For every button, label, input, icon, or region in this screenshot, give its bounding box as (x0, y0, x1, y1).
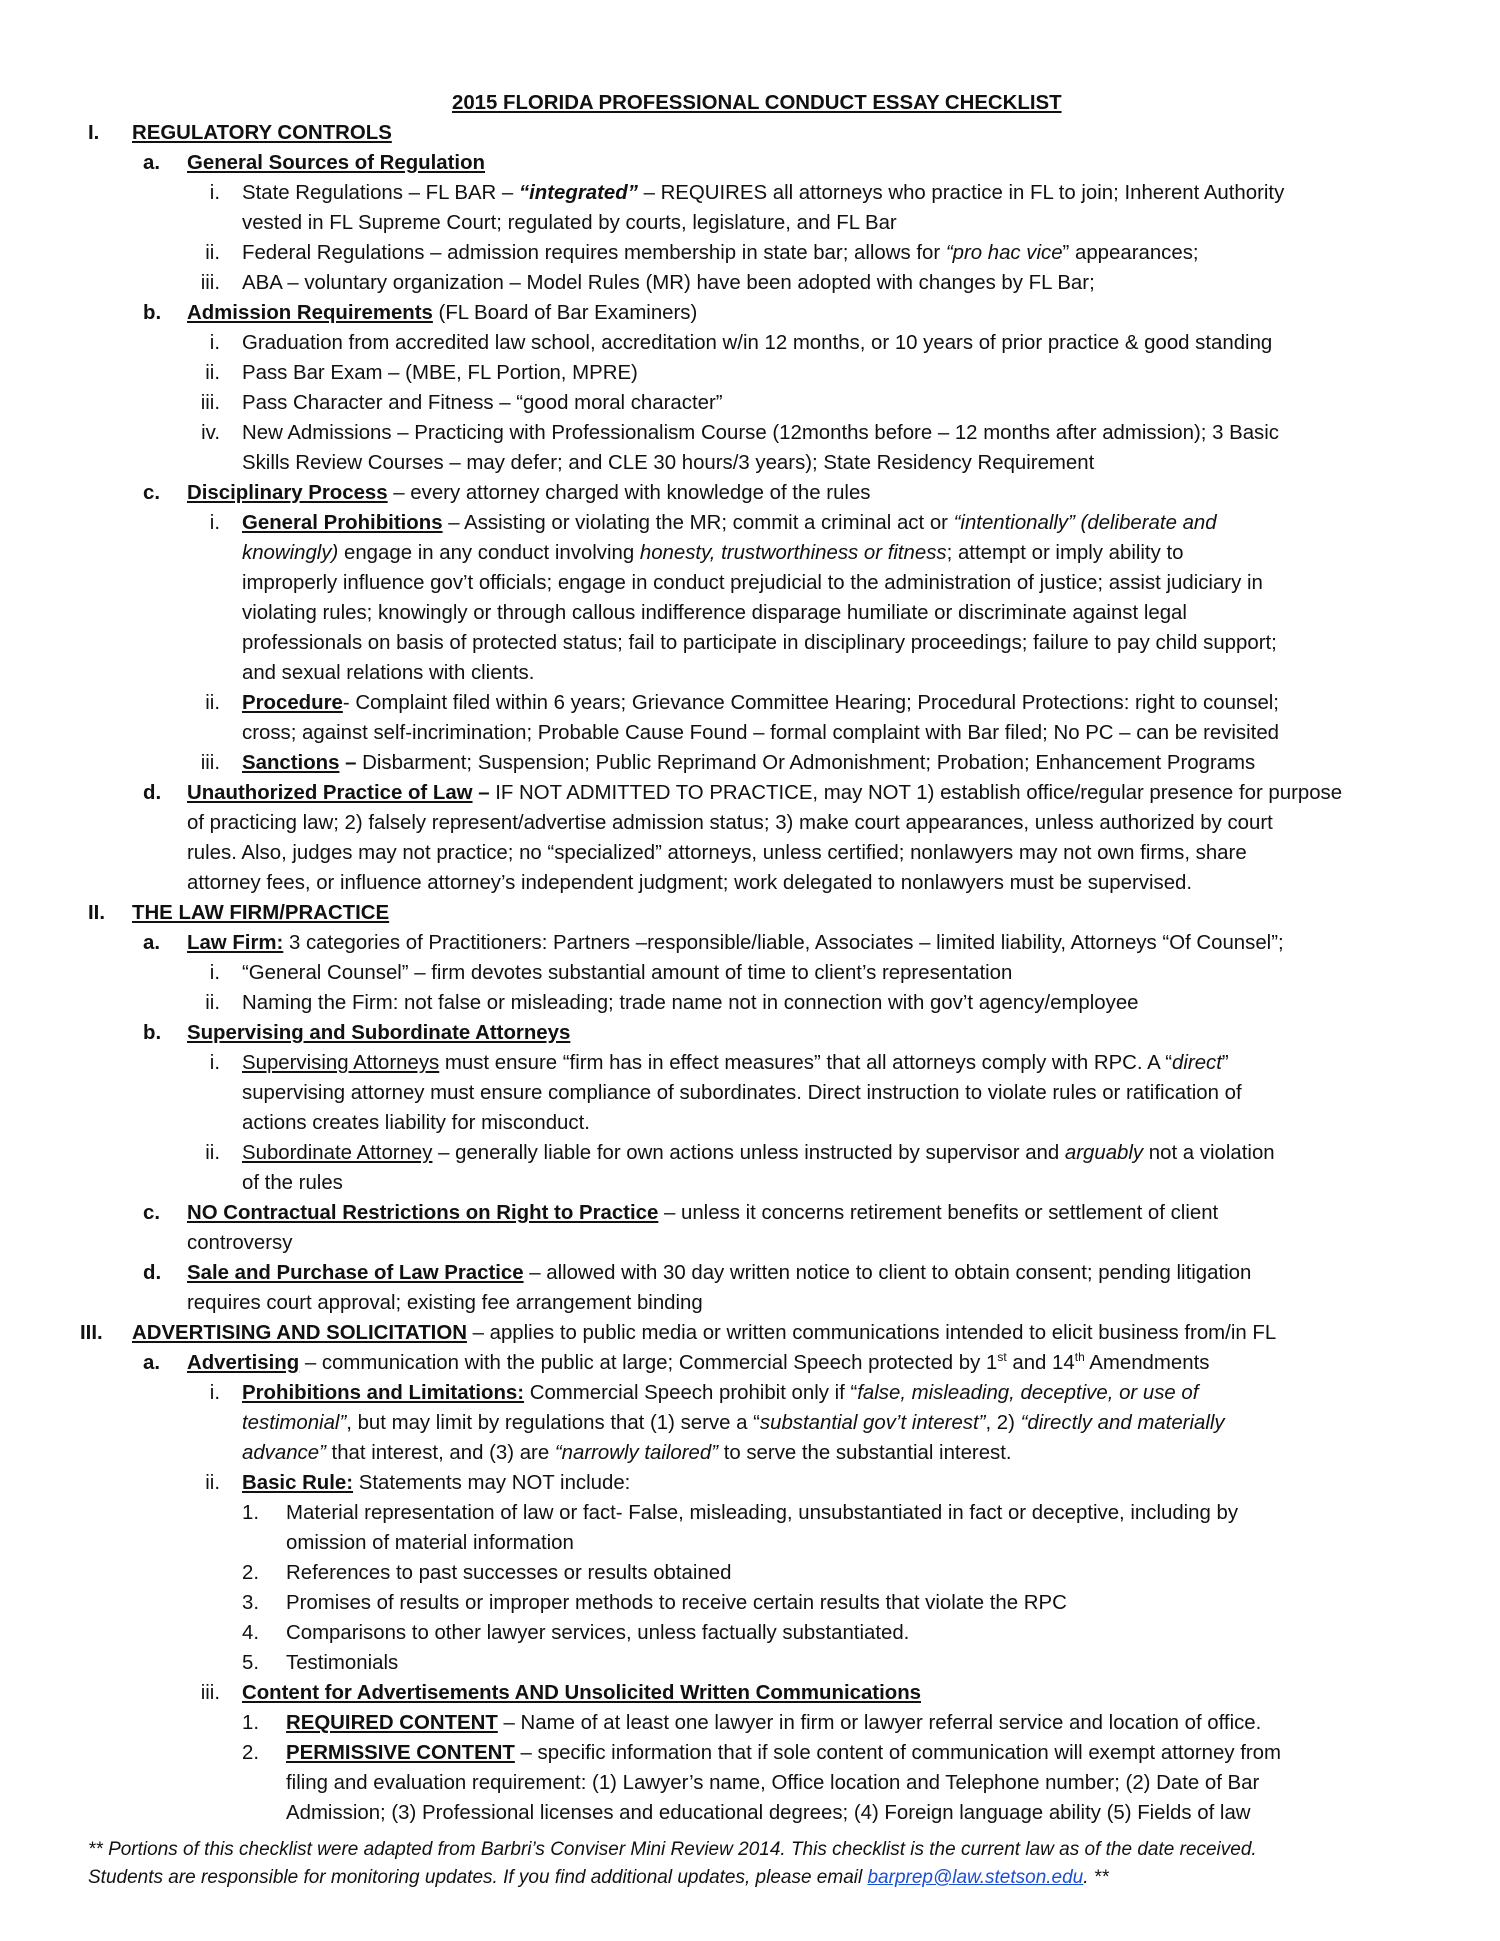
subsection-heading: General Sources of Regulation (187, 152, 485, 174)
section-heading: REGULATORY CONTROLS (132, 122, 392, 144)
text-line: actions creates liability for misconduct. (242, 1112, 590, 1134)
item-label: iii. (200, 752, 220, 774)
section-heading: ADVERTISING AND SOLICITATION – applies to public media or written communications intended to elicit business from/in FL (132, 1322, 1277, 1344)
text-line: Material representation of law or fact- False, misleading, unsubstantiated in fact or deceptive, including by (286, 1502, 1239, 1524)
subsection-label: b. (143, 1022, 162, 1044)
item-label: ii. (205, 242, 220, 264)
text-line: Pass Bar Exam – (MBE, FL Portion, MPRE) (242, 362, 638, 384)
text-line: Pass Character and Fitness – “good moral character” (242, 392, 723, 414)
text-line: Content for Advertisements AND Unsolicited Written Communications (242, 1682, 921, 1704)
text-line: cross; against self-incrimination; Probable Cause Found – formal complaint with Bar filed; No PC – can be revisited (242, 722, 1280, 744)
text-line: of practicing law; 2) falsely represent/advertise admission status; 3) make court appearances, unless authorized by court (187, 812, 1273, 834)
item-label: i. (209, 182, 220, 204)
list-number: 1. (242, 1712, 260, 1734)
text-line: requires court approval; existing fee arrangement binding (187, 1292, 703, 1314)
text-line: Supervising Attorneys must ensure “firm has in effect measures” that all attorneys comply with RPC. A “direct” (242, 1052, 1229, 1074)
text-line: testimonial”, but may limit by regulations that (1) serve a “substantial gov’t interest”, 2) “directly and materially (242, 1412, 1225, 1434)
item-label: ii. (205, 692, 220, 714)
text-line: attorney fees, or influence attorney’s independent judgment; work delegated to nonlawyers must be supervised. (187, 872, 1193, 894)
subsection-label: a. (143, 152, 161, 174)
subsection-label: a. (143, 932, 161, 954)
subsection-label: c. (143, 1202, 161, 1224)
text-line: rules. Also, judges may not practice; no “specialized” attorneys, unless certified; nonlawyers may not own firms, share (187, 842, 1247, 864)
list-number: 4. (242, 1622, 260, 1644)
text-line: General Prohibitions – Assisting or violating the MR; commit a criminal act or “intentionally” (deliberate and (242, 512, 1217, 534)
text-line: References to past successes or results obtained (286, 1562, 732, 1584)
footer-note: Students are responsible for monitoring updates. If you find additional updates, please email barprep@law.stetson.edu. ** (88, 1867, 1109, 1888)
item-label: ii. (205, 992, 220, 1014)
text-line: REQUIRED CONTENT – Name of at least one lawyer in firm or lawyer referral service and location of office. (286, 1712, 1262, 1734)
item-label: iii. (200, 1682, 220, 1704)
text-line: Comparisons to other lawyer services, unless factually substantiated. (286, 1622, 910, 1644)
text-line: Subordinate Attorney – generally liable for own actions unless instructed by supervisor and arguably not a violation (242, 1142, 1275, 1164)
list-number: 1. (242, 1502, 260, 1524)
section-number: III. (80, 1322, 103, 1344)
text-line: violating rules; knowingly or through callous indifference disparage humiliate or discriminate against legal (242, 602, 1187, 624)
item-label: i. (209, 332, 220, 354)
text-line: Prohibitions and Limitations: Commercial Speech prohibit only if “false, misleading, deceptive, or use of (242, 1382, 1199, 1404)
subsection-heading: Advertising – communication with the public at large; Commercial Speech protected by 1st and 14th Amendments (187, 1350, 1210, 1374)
subsection-label: d. (143, 1262, 162, 1284)
text-line: Promises of results or improper methods to receive certain results that violate the RPC (286, 1592, 1067, 1614)
item-label: ii. (205, 1472, 220, 1494)
section-heading: THE LAW FIRM/PRACTICE (132, 902, 390, 924)
text-line: and sexual relations with clients. (242, 662, 535, 684)
item-label: iii. (200, 272, 220, 294)
text-line: Graduation from accredited law school, accreditation w/in 12 months, or 10 years of prior practice & good standing (242, 332, 1273, 354)
footer-note: ** Portions of this checklist were adapted from Barbri’s Conviser Mini Review 2014. This checklist is the current law as of the date received. (88, 1839, 1257, 1860)
text-line: omission of material information (286, 1532, 574, 1554)
text-line: filing and evaluation requirement: (1) Lawyer’s name, Office location and Telephone number; (2) Date of Bar (286, 1772, 1260, 1794)
text-line: supervising attorney must ensure compliance of subordinates. Direct instruction to violate rules or ratification of (242, 1082, 1242, 1104)
subsection-heading: NO Contractual Restrictions on Right to Practice – unless it concerns retirement benefits or settlement of client (187, 1202, 1219, 1224)
item-label: iv. (201, 422, 220, 444)
subsection-label: c. (143, 482, 161, 504)
section-number: II. (88, 902, 105, 924)
text-line: advance” that interest, and (3) are “narrowly tailored” to serve the substantial interest. (242, 1442, 1012, 1464)
subsection-heading: Sale and Purchase of Law Practice – allowed with 30 day written notice to client to obtain consent; pending litigation (187, 1262, 1252, 1284)
item-label: i. (209, 962, 220, 984)
text-line: PERMISSIVE CONTENT – specific information that if sole content of communication will exempt attorney from (286, 1742, 1281, 1764)
list-number: 5. (242, 1652, 260, 1674)
page-title: 2015 FLORIDA PROFESSIONAL CONDUCT ESSAY CHECKLIST (452, 92, 1062, 114)
subsection-heading: Supervising and Subordinate Attorneys (187, 1022, 571, 1044)
subsection-heading: Disciplinary Process – every attorney charged with knowledge of the rules (187, 482, 871, 504)
subsection-label: b. (143, 302, 162, 324)
text-line: Skills Review Courses – may defer; and CLE 30 hours/3 years); State Residency Requirement (242, 452, 1095, 474)
subsection-heading: Unauthorized Practice of Law – IF NOT ADMITTED TO PRACTICE, may NOT 1) establish office/regular presence for purpose (187, 782, 1343, 804)
subsection-heading: Admission Requirements (FL Board of Bar Examiners) (187, 302, 698, 324)
item-label: i. (209, 1382, 220, 1404)
text-line: Sanctions – Disbarment; Suspension; Public Reprimand Or Admonishment; Probation; Enhancement Programs (242, 752, 1256, 774)
section-number: I. (88, 122, 100, 144)
subsection-label: a. (143, 1352, 161, 1374)
text-line: Admission; (3) Professional licenses and educational degrees; (4) Foreign language ability (5) Fields of law (286, 1802, 1251, 1824)
list-number: 2. (242, 1742, 260, 1764)
text-line: improperly influence gov’t officials; engage in conduct prejudicial to the administration of justice; assist judiciary in (242, 572, 1263, 594)
subsection-label: d. (143, 782, 162, 804)
text-line: “General Counsel” – firm devotes substantial amount of time to client’s representation (242, 962, 1013, 984)
text-line: Procedure- Complaint filed within 6 years; Grievance Committee Hearing; Procedural Protections: right to counsel; (242, 692, 1279, 714)
text-line: vested in FL Supreme Court; regulated by courts, legislature, and FL Bar (242, 212, 897, 234)
subsection-heading: Law Firm: 3 categories of Practitioners: Partners –responsible/liable, Associates – limited liability, Attorneys “Of Counsel”; (187, 932, 1284, 954)
text-line: professionals on basis of protected status; fail to participate in disciplinary proceedings; failure to pay child support; (242, 632, 1277, 654)
text-line: Federal Regulations – admission requires membership in state bar; allows for “pro hac vice” appearances; (242, 242, 1199, 264)
item-label: ii. (205, 1142, 220, 1164)
text-line: of the rules (242, 1172, 343, 1194)
text-line: Testimonials (286, 1652, 399, 1674)
text-line: Naming the Firm: not false or misleading; trade name not in connection with gov’t agency/employee (242, 992, 1139, 1014)
email-link[interactable]: barprep@law.stetson.edu (867, 1867, 1084, 1888)
text-line: controversy (187, 1232, 293, 1254)
item-label: i. (209, 512, 220, 534)
list-number: 2. (242, 1562, 260, 1584)
item-label: ii. (205, 362, 220, 384)
item-label: iii. (200, 392, 220, 414)
list-number: 3. (242, 1592, 260, 1614)
item-label: i. (209, 1052, 220, 1074)
text-line: knowingly) engage in any conduct involving honesty, trustworthiness or fitness; attempt or imply ability to (242, 542, 1184, 564)
text-line: Basic Rule: Statements may NOT include: (242, 1472, 631, 1494)
text-line: ABA – voluntary organization – Model Rules (MR) have been adopted with changes by FL Bar; (242, 272, 1095, 294)
text-line: State Regulations – FL BAR – “integrated” – REQUIRES all attorneys who practice in FL to join; Inherent Authority (242, 182, 1285, 204)
text-line: New Admissions – Practicing with Professionalism Course (12months before – 12 months after admission); 3 Basic (242, 422, 1279, 444)
